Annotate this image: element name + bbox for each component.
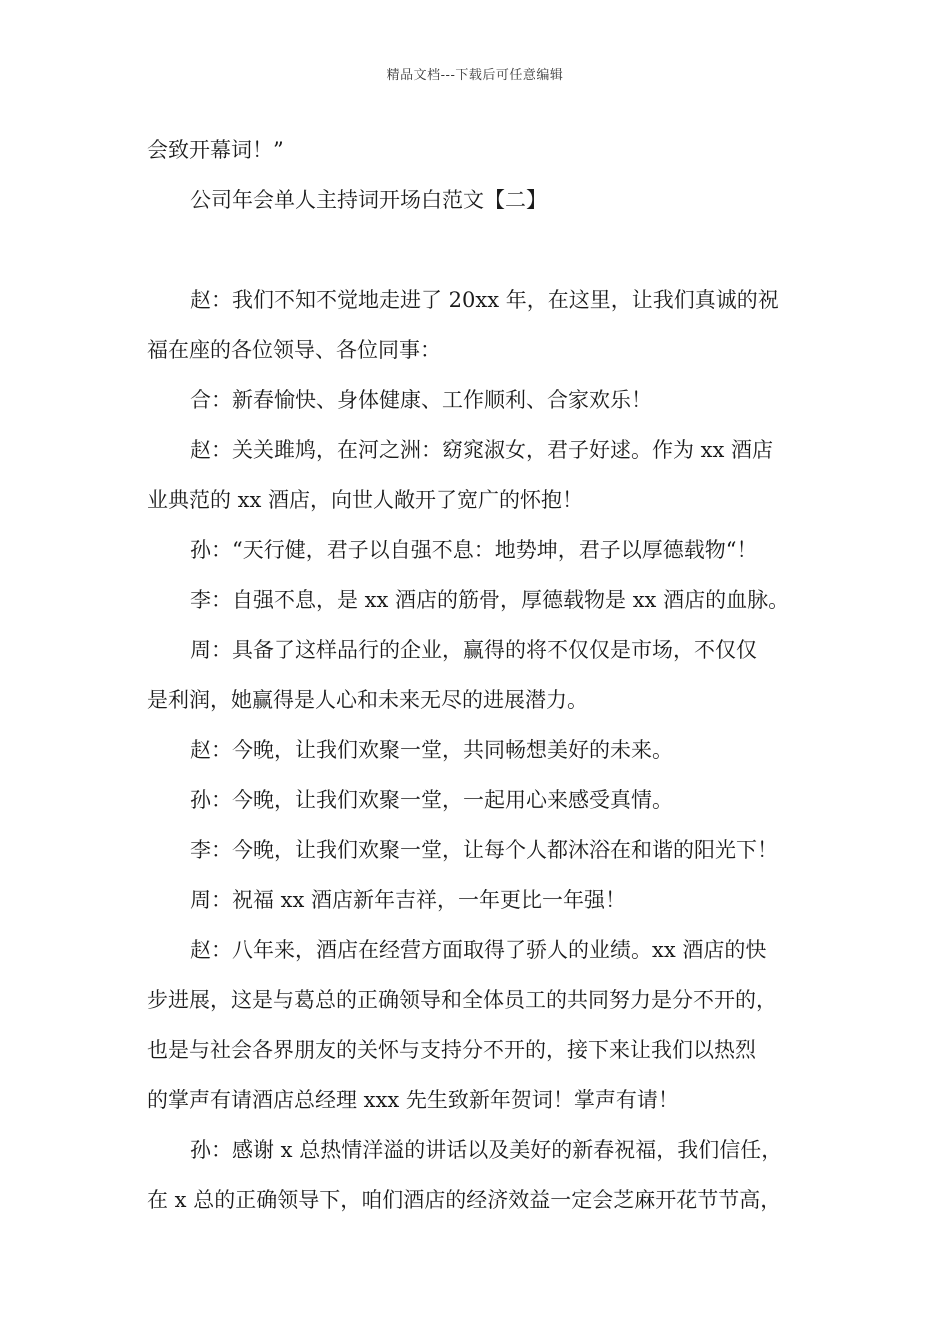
text-line: 李：今晚，让我们欢聚一堂，让每个人都沐浴在和谐的阳光下！ bbox=[190, 838, 778, 862]
text-line: 福在座的各位领导、各位同事： bbox=[147, 338, 441, 362]
text-line: 步进展，这是与葛总的正确领导和全体员工的共同努力是分不开的， bbox=[147, 988, 777, 1012]
text-line: 孙：“天行健，君子以自强不息：地势坤，君子以厚德载物“！ bbox=[190, 538, 758, 562]
page-header: 精品文档---下载后可任意编辑 bbox=[386, 68, 564, 83]
text-line: 周：祝福 xx 酒店新年吉祥，一年更比一年强！ bbox=[190, 888, 627, 912]
text-line: 孙：感谢 x 总热情洋溢的讲话以及美好的新春祝福，我们信任， bbox=[190, 1138, 783, 1162]
text-line: 赵：今晚，让我们欢聚一堂，共同畅想美好的未来。 bbox=[190, 738, 673, 762]
text-line: 李：自强不息，是 xx 酒店的筋骨，厚德载物是 xx 酒店的血脉。 bbox=[190, 588, 790, 612]
text-line: 也是与社会各界朋友的关怀与支持分不开的，接下来让我们以热烈 bbox=[147, 1038, 756, 1062]
text-line: 会致开幕词！” bbox=[147, 138, 284, 162]
text-line: 的掌声有请酒店总经理 xxx 先生致新年贺词！掌声有请！ bbox=[147, 1088, 679, 1112]
text-line: 是利润，她赢得是人心和未来无尽的进展潜力。 bbox=[147, 688, 588, 712]
text-line: 赵：八年来，酒店在经营方面取得了骄人的业绩。xx 酒店的快 bbox=[190, 938, 767, 962]
text-line: 赵：我们不知不觉地走进了 20xx 年，在这里，让我们真诚的祝 bbox=[190, 288, 779, 312]
text-line: 周：具备了这样品行的企业，赢得的将不仅仅是市场，不仅仅 bbox=[190, 638, 757, 662]
section-title: 公司年会单人主持词开场白范文【二】 bbox=[190, 188, 547, 212]
text-line: 在 x 总的正确领导下，咱们酒店的经济效益一定会芝麻开花节节高， bbox=[147, 1188, 782, 1212]
text-line: 业典范的 xx 酒店，向世人敞开了宽广的怀抱！ bbox=[147, 488, 584, 512]
text-line: 合：新春愉快、身体健康、工作顺利、合家欢乐！ bbox=[190, 388, 652, 412]
text-line: 赵：关关雎鸠，在河之洲：窈窕淑女，君子好逑。作为 xx 酒店 bbox=[190, 438, 774, 462]
text-line: 孙：今晚，让我们欢聚一堂，一起用心来感受真情。 bbox=[190, 788, 673, 812]
